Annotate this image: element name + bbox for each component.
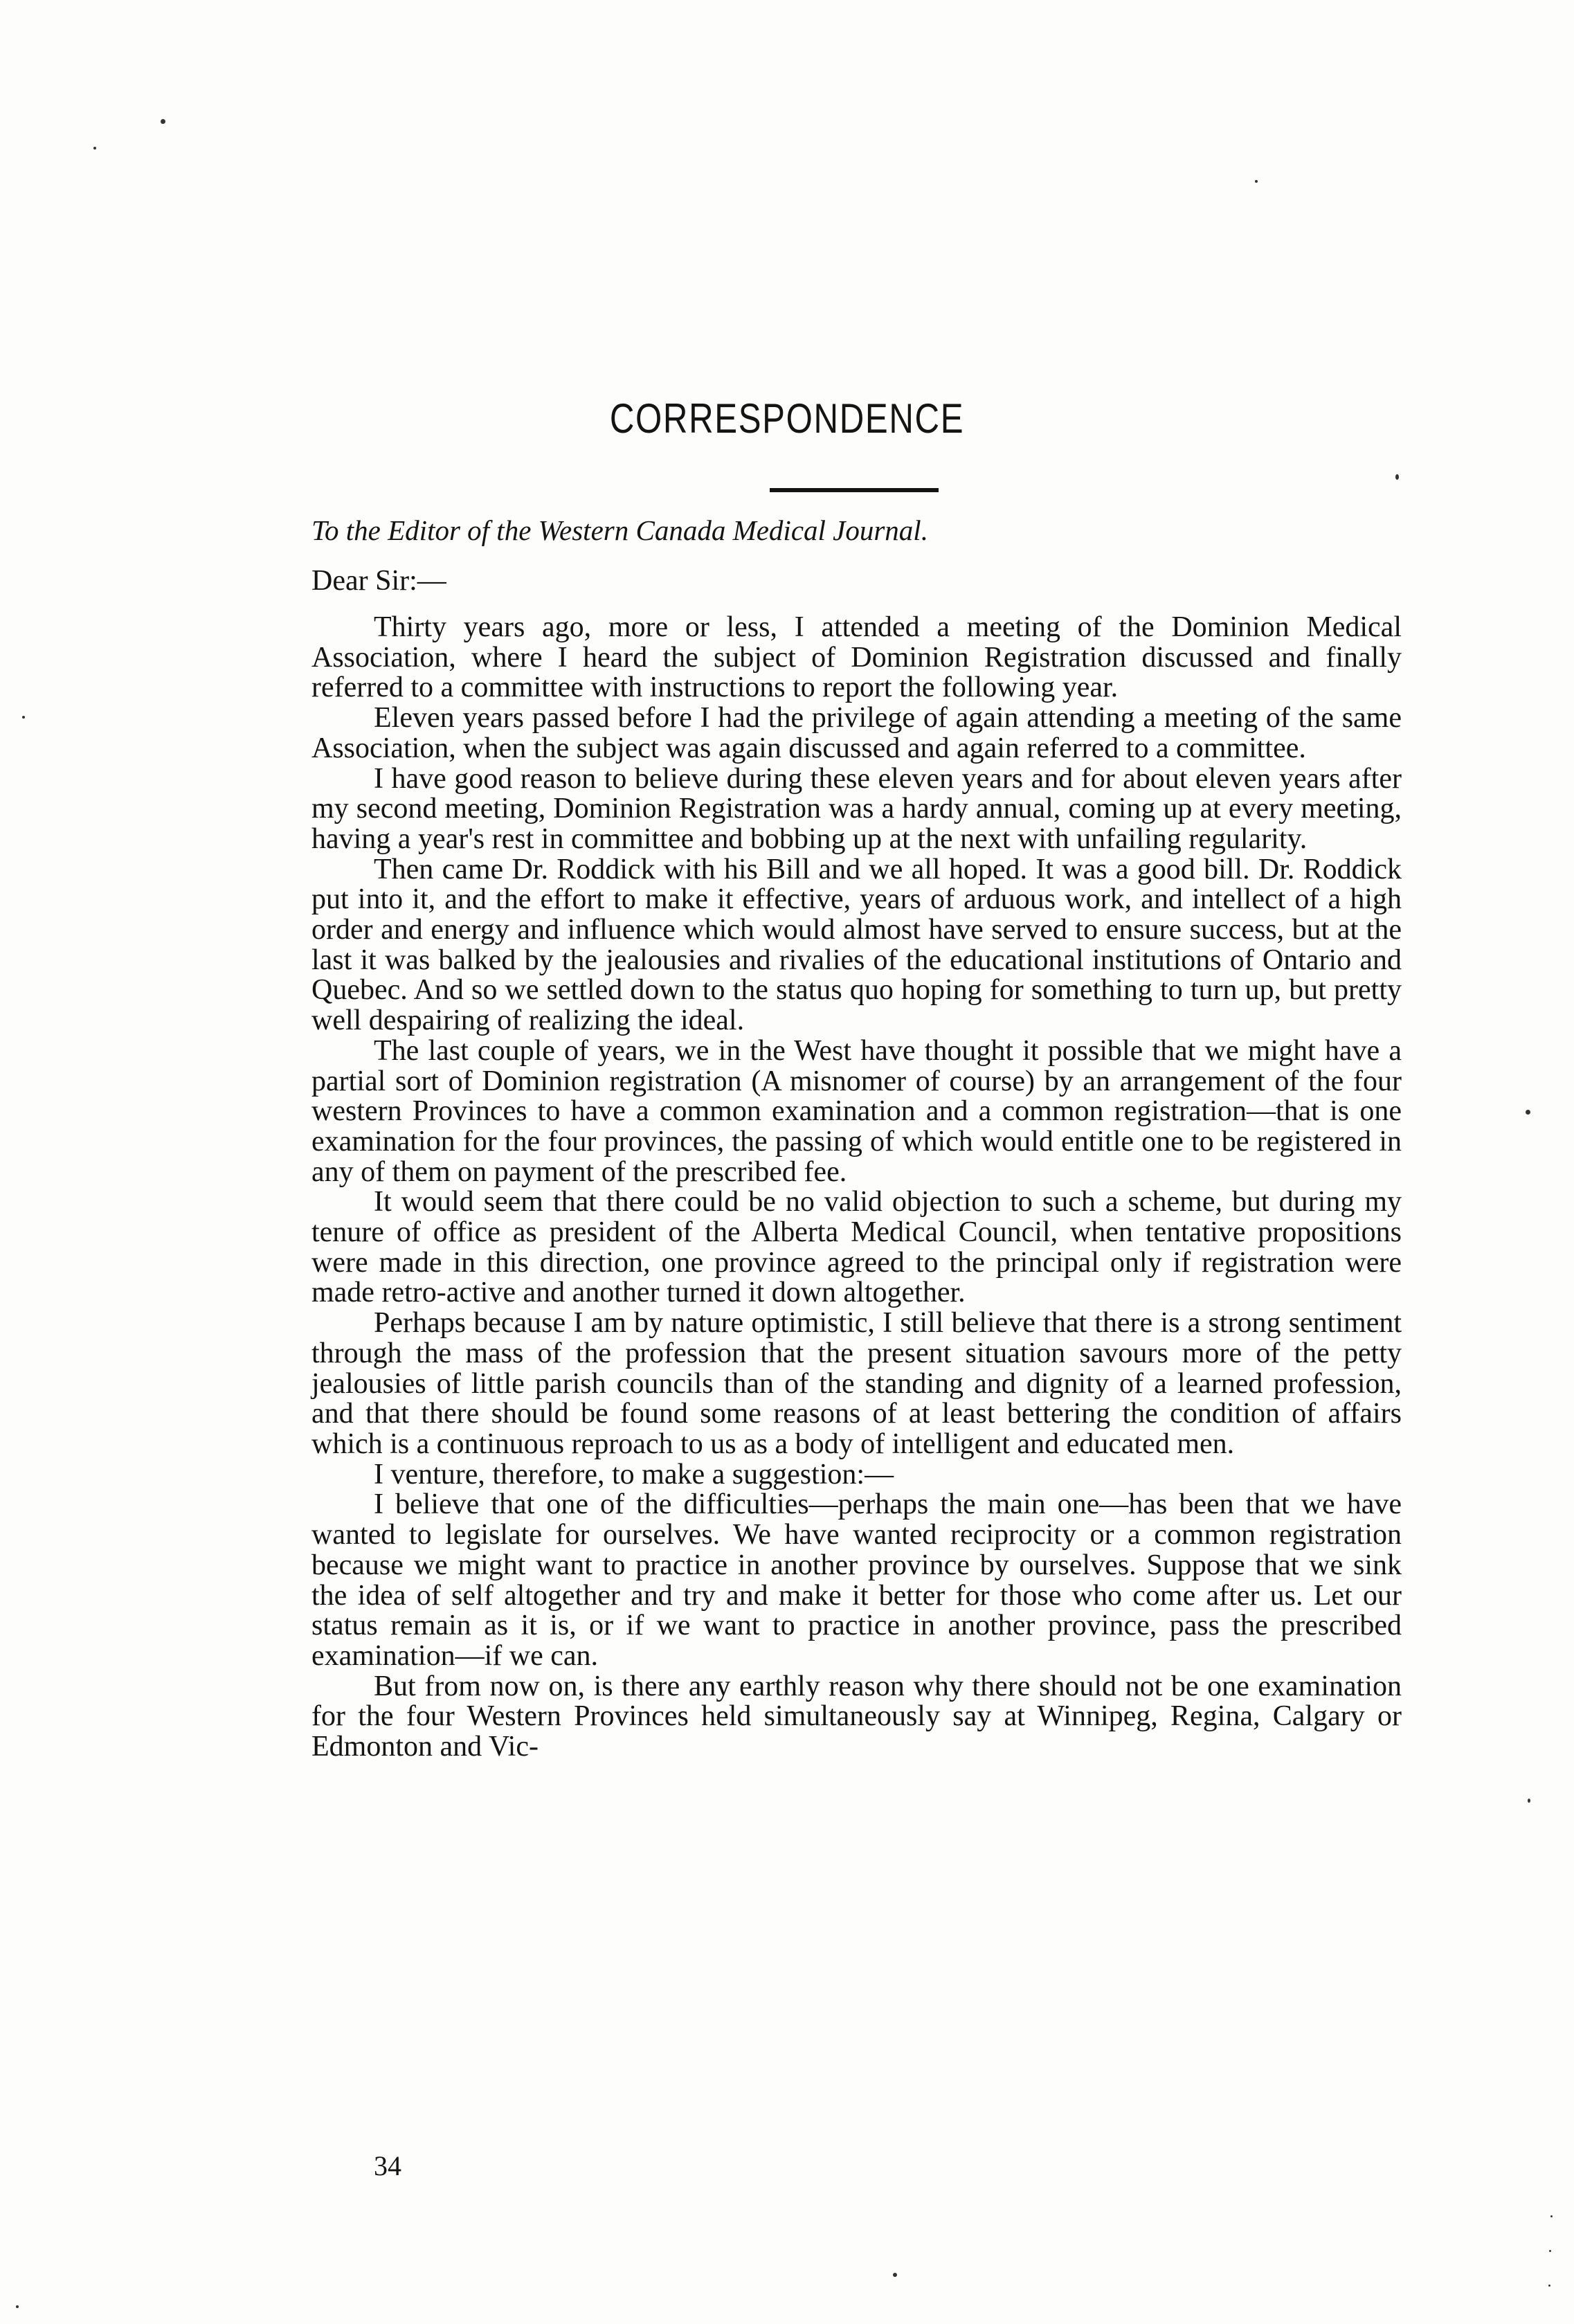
paragraph: I believe that one of the difficulties—perhaps the main one—has been that we have wanted to legislate for ourselves. We have wanted reciprocity or a common registration because we might want to practice in another province by ourselves. Suppose that we sink the idea of self altogether and try and make it better for those who come after us. Let our status remain as it is, or if we want to practice in another province, pass the prescribed examination—if we can. [311,1488,1402,1672]
scan-speck [1548,2285,1550,2287]
scan-speck [22,716,25,719]
scan-speck [1550,2215,1553,2217]
scan-speck [93,147,96,150]
scan-speck [893,2273,897,2277]
page-title: CORRESPONDENCE [609,395,965,442]
paragraph: Then came Dr. Roddick with his Bill and we all hoped. It was a good bill. Dr. Roddick put into it, and the effort to make it effective, years of arduous work, and intellect of a high order and energy and influence which would almost have served to ensure success, but at the last it was balked by the jealousies and rivalies of the educational institutions of Ontario and Quebec. And so we settled down to the status quo hoping for something to turn up, but pretty well despairing of realizing the ideal. [311,853,1402,1037]
addressee-line: To the Editor of the Western Canada Medical Journal. [311,514,928,546]
paragraph: It would seem that there could be no valid objection to such a scheme, but during my tenure of office as president of the Alberta Medical Council, when tentative propositions were made in this direction, one province agreed to the principal only if registration were made retro-active and another turned it down altogether. [311,1186,1402,1309]
title-divider [770,488,939,492]
paragraph: Perhaps because I am by nature optimistic, I still believe that there is a strong sentiment through the mass of the profession that the present situation savours more of the petty jealousies of little parish councils than of the standing and dignity of a learned profession, and that there should be found some reasons of at least bettering the condition of affairs which is a continuous reproach to us as a body of intelligent and educated men. [311,1307,1402,1460]
scan-speck [1255,180,1258,183]
paragraph: I have good reason to believe during these eleven years and for about eleven years after my second meeting, Dominion Registration was a hardy annual, coming up at every meeting, having a year's rest in committee and bobbing up at the next with unfailing regularity. [311,762,1402,855]
scan-speck [1528,1799,1530,1803]
paragraph: Thirty years ago, more or less, I attended a meeting of the Dominion Medical Association, where I heard the subject of Dominion Registration discussed and finally referred to a committee with instructions to report the following year. [311,611,1402,704]
paragraph: Eleven years passed before I had the privilege of again attending a meeting of the same Association, when the subject was again discussed and again referred to a committee. [311,702,1402,764]
scan-speck [161,119,165,124]
scan-speck [1395,474,1399,480]
scan-speck [16,2305,19,2308]
scan-speck [1526,1110,1530,1115]
page-number: 34 [374,2150,401,2181]
paragraph: The last couple of years, we in the West have thought it possible that we might have a partial sort of Dominion registration (A misnomer of course) by an arrangement of the four western Provinces to have a common examination and a common registration—that is one examination for the four provinces, the passing of which would entitle one to be registered in any of them on payment of the prescribed fee. [311,1034,1402,1188]
scan-speck [1549,2250,1551,2252]
salutation: Dear Sir:— [311,565,446,597]
paragraph: I venture, therefore, to make a suggestion:— [374,1458,894,1490]
paragraph: But from now on, is there any earthly reason why there should not be one examination for the four Western Provinces held simultaneously say at Winnipeg, Regina, Calgary or Edmonton and Vic- [311,1670,1402,1763]
letter-body [311,613,1402,1763]
